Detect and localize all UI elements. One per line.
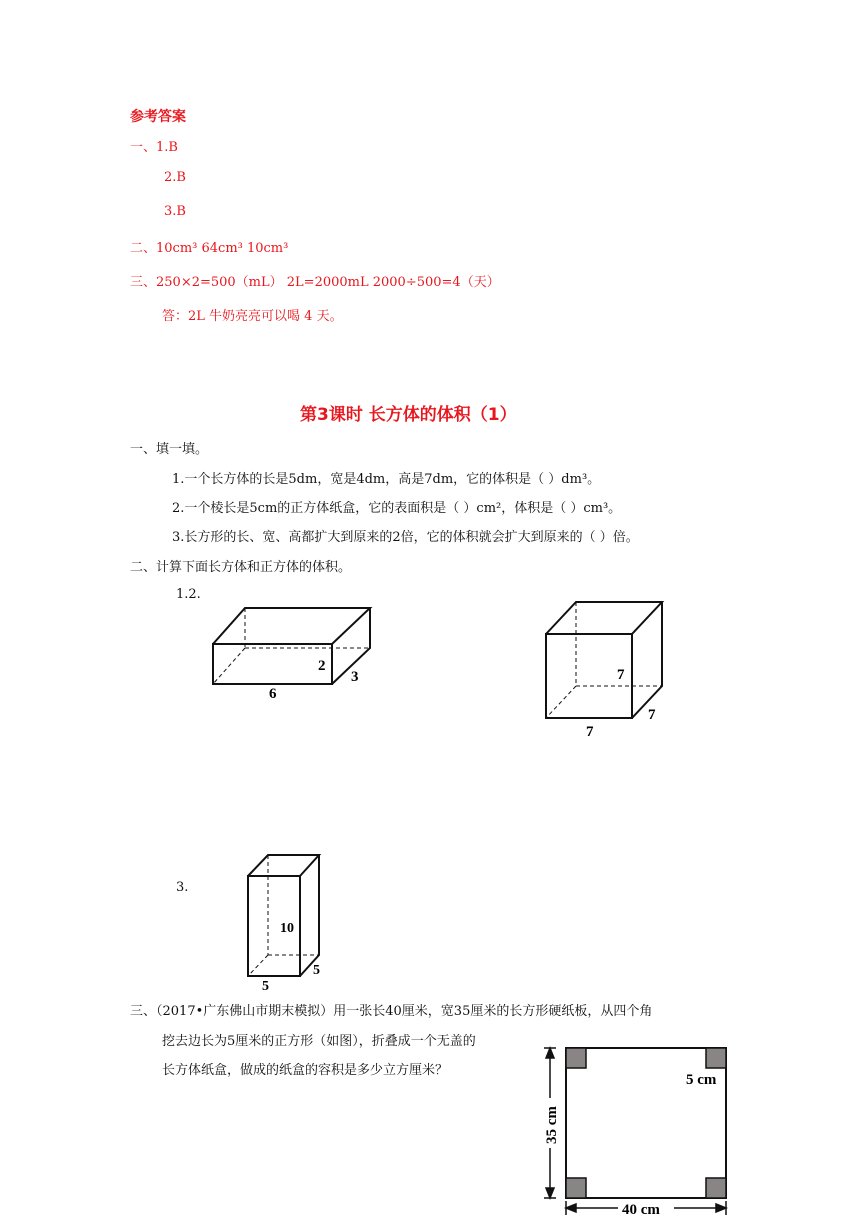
part1-question-1: 1.一个长方体的长是5dm，宽是4dm，高是7dm，它的体积是（ ）dm³。 [172,472,601,487]
fig3-bottom-label: 5 [262,979,269,992]
answer-1-2: 2.B [164,170,186,185]
part2-heading: 二、计算下面长方体和正方体的体积。 [130,560,352,575]
fig1-length-label: 6 [269,686,277,700]
answer-key-heading: 参考答案 [130,109,186,125]
fig2-bottom-label: 7 [586,724,594,740]
fig2-depth-label: 7 [648,707,656,723]
fig2-front-label: 7 [617,667,625,683]
part3-line-3: 长方体纸盒，做成的纸盒的容积是多少立方厘米？ [162,1063,449,1078]
answer-3: 三、250×2=500（mL） 2L=2000mL 2000÷500=4（天） [130,275,500,290]
answer-2: 二、10cm³ 64cm³ 10cm³ [130,241,289,256]
height-dimension-label: 35 cm [544,1106,560,1144]
lesson-title: 第3课时 长方体的体积（1） [300,405,517,425]
part1-question-2: 2.一个棱长是5cm的正方体纸盒，它的表面积是（ ）cm²，体积是（ ）cm³。 [172,501,622,516]
fig3-depth-label: 5 [313,963,320,978]
part1-heading: 一、填一填。 [130,442,209,457]
answer-1-3: 3.B [164,204,186,219]
part2-label-3: 3. [176,880,189,895]
part3-line-1: 三、（2017•广东佛山市期末模拟）用一张长40厘米，宽35厘米的长方形硬纸板，从四个角 [130,1004,653,1019]
fig1-width-label: 3 [351,669,359,685]
part1-question-3: 3.长方形的长、宽、高都扩大到原来的2倍，它的体积就会扩大到原来的（ ）倍。 [172,530,639,545]
part3-line-2: 挖去边长为5厘米的正方形（如图），折叠成一个无盖的 [162,1034,476,1049]
cuboid-figure-3 [242,850,332,992]
answer-3-conclusion: 答：2L 牛奶亮亮可以喝 4 天。 [162,309,343,324]
corner-size-label: 5 cm [686,1072,717,1088]
cuboid-figure-1 [205,600,380,700]
fig1-height-label: 2 [318,658,326,674]
fig3-height-label: 10 [280,921,294,936]
answer-1-1: 一、1.B [130,140,178,155]
cardboard-figure [538,1040,738,1216]
part2-label-1-2: 1.2. [176,587,201,602]
cube-figure-2 [538,596,668,744]
width-dimension-label: 40 cm [622,1202,660,1216]
